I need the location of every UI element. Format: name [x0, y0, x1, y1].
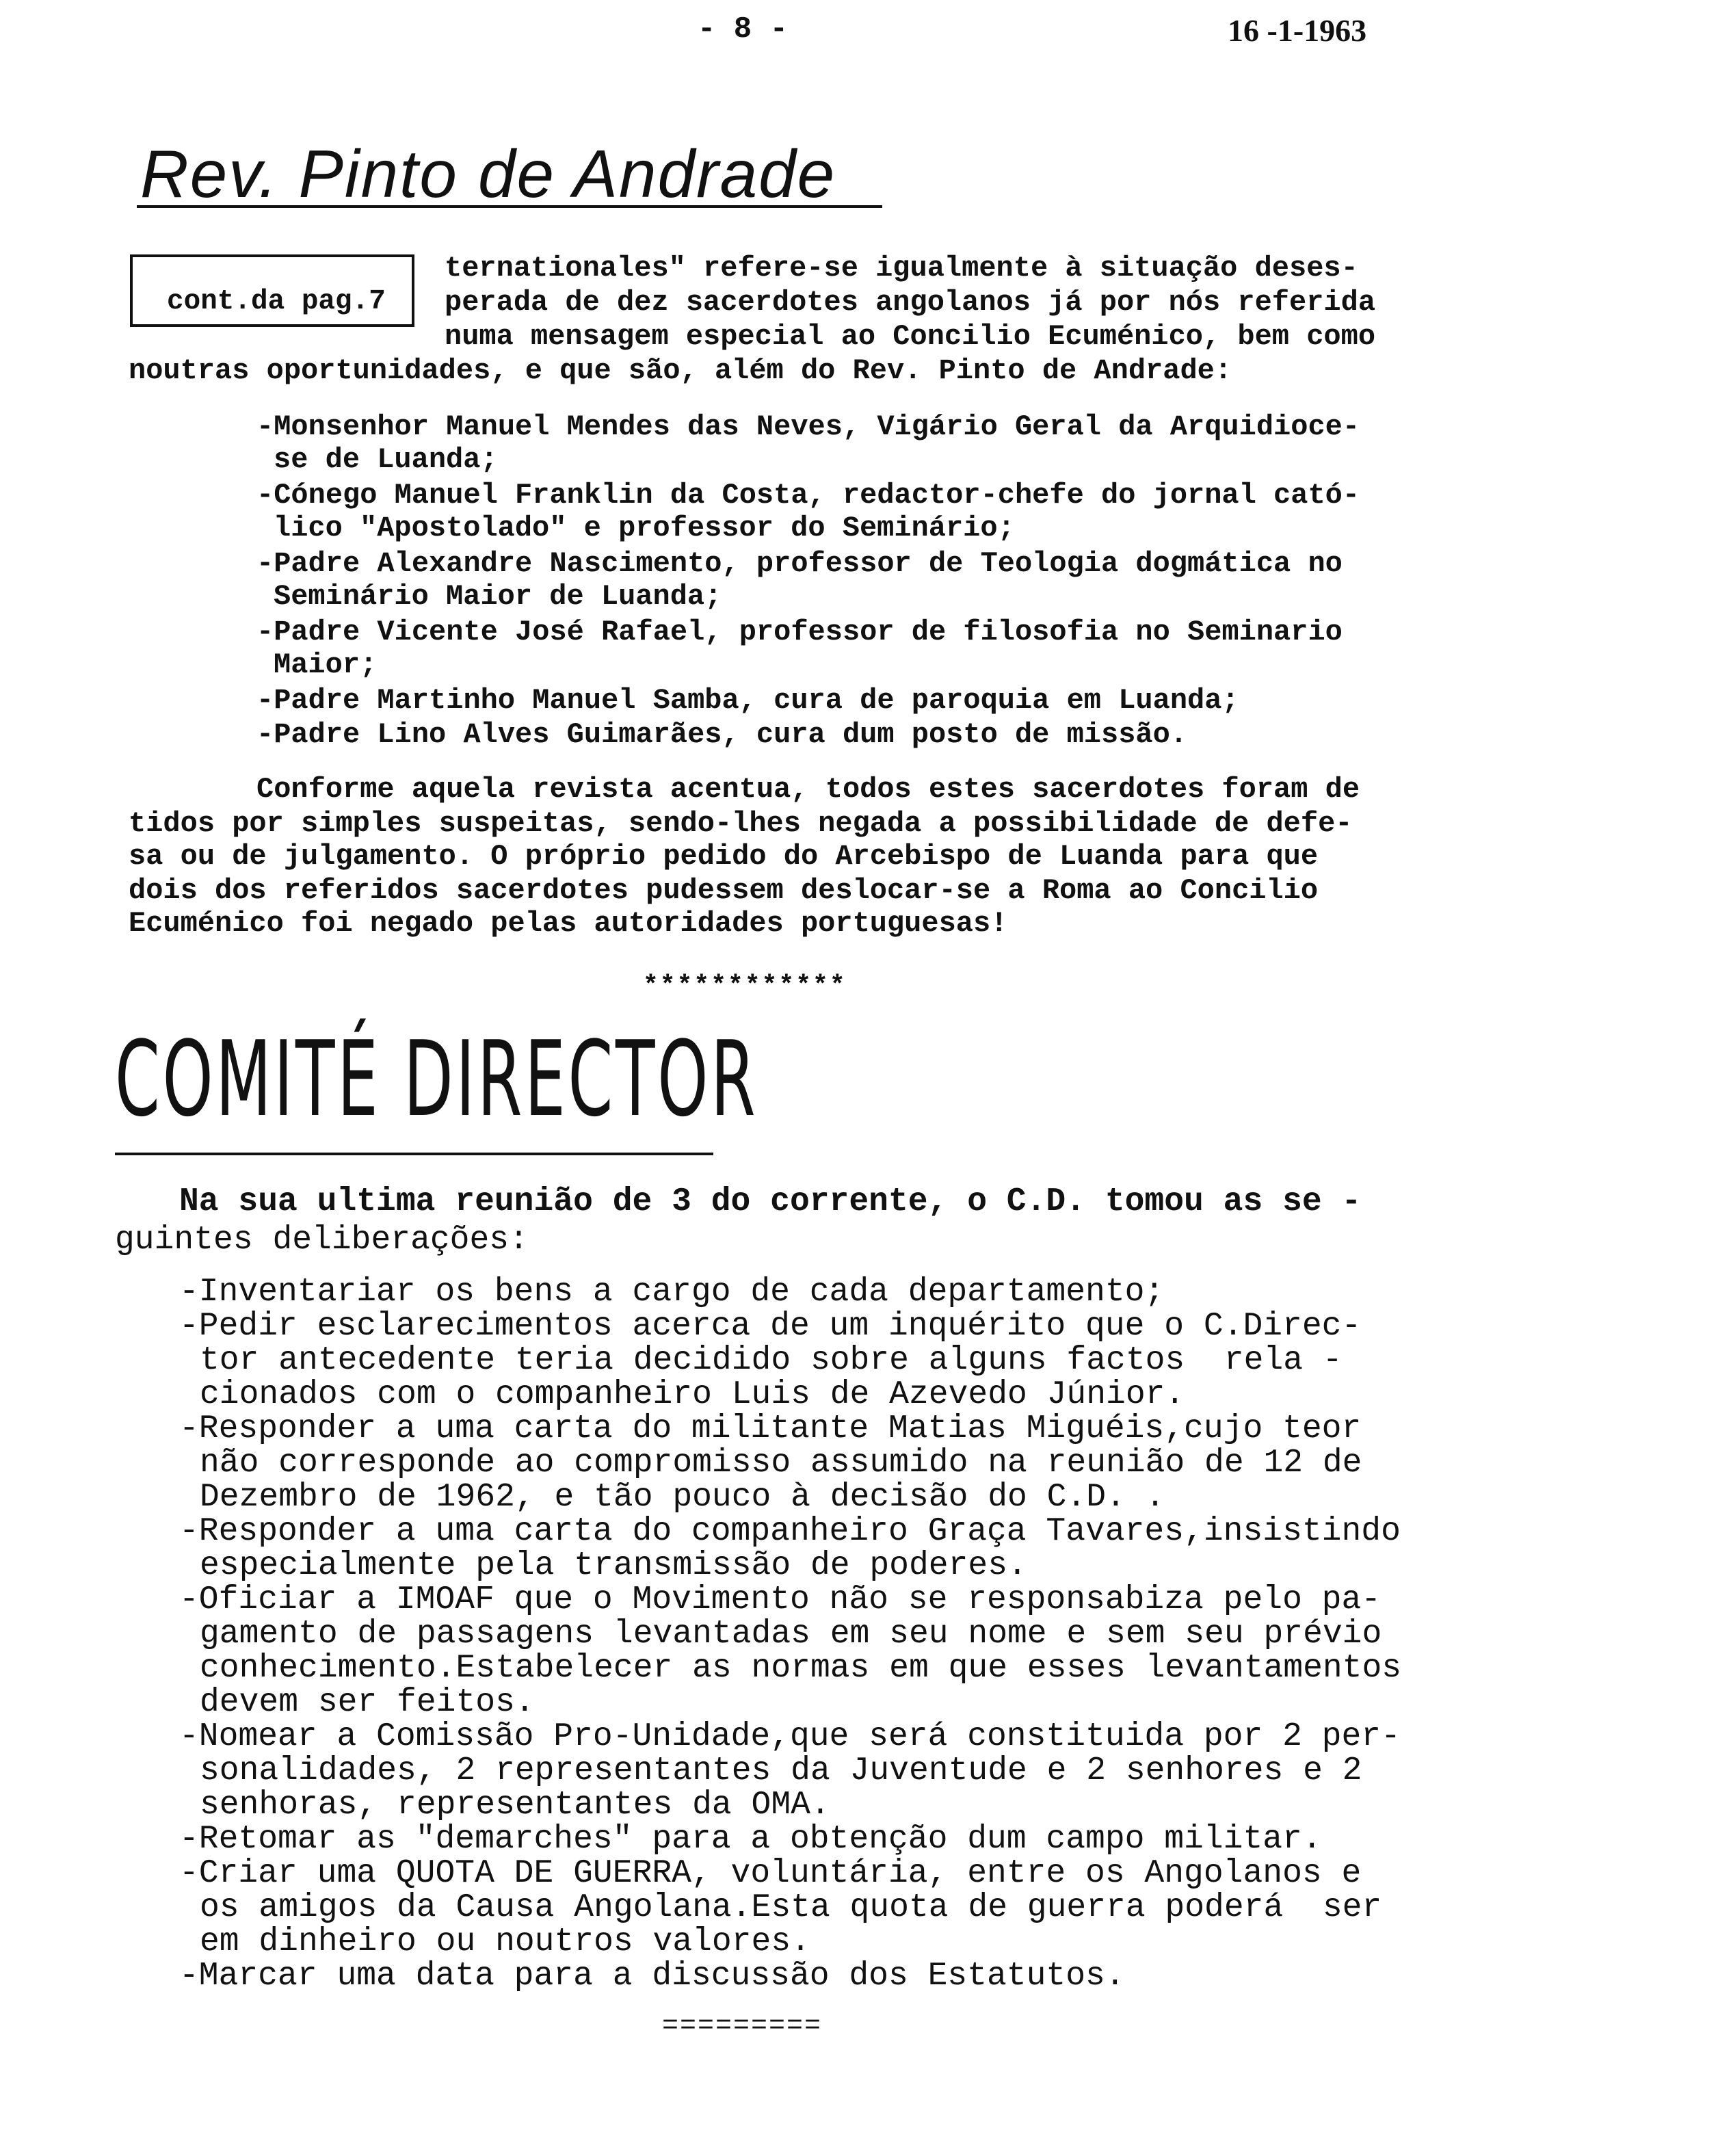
priest-item-line: -Cónego Manuel Franklin da Costa, redactor-chefe do jornal cató-: [256, 479, 1360, 512]
deliberation-item-line: Dezembro de 1962, e tão pouco à decisão do C.D. .: [200, 1479, 1165, 1516]
paragraph-line: perada de dez sacerdotes angolanos já por nós referida: [445, 286, 1376, 319]
deliberation-item-line: -Criar uma QUOTA DE GUERRA, voluntária, entre os Angolanos e: [179, 1855, 1362, 1892]
priest-item-line: -Padre Martinho Manuel Samba, cura de paroquia em Luanda;: [256, 684, 1239, 717]
paragraph-line: noutras oportunidades, e que são, além do Rev. Pinto de Andrade:: [129, 354, 1232, 387]
deliberation-item-line: em dinheiro ou noutros valores.: [200, 1923, 810, 1960]
priest-item-line: -Padre Vicente José Rafael, professor de filosofia no Seminario: [256, 616, 1343, 648]
closing-line: dois dos referidos sacerdotes pudessem deslocar-se a Roma ao Concilio: [129, 874, 1319, 907]
continued-label: cont.da pag.7: [167, 286, 386, 317]
intro-line: guintes deliberações:: [115, 1222, 529, 1259]
closing-line: Ecuménico foi negado pelas autoridades portuguesas!: [129, 907, 1008, 940]
deliberation-item-line: conhecimento.Estabelecer as normas em que esses levantamentos: [200, 1650, 1402, 1687]
deliberation-item-line: não corresponde ao compromisso assumido na reunião de 12 de: [200, 1445, 1362, 1482]
deliberation-item-line: -Oficiar a IMOAF que o Movimento não se responsabiza pelo pa-: [179, 1581, 1382, 1618]
deliberation-item-line: os amigos da Causa Angolana.Esta quota de guerra poderá ser: [200, 1889, 1382, 1926]
page-number: - 8 -: [698, 12, 789, 47]
deliberation-item-line: devem ser feitos.: [200, 1684, 535, 1721]
deliberation-item-line: gamento de passagens levantadas em seu nome e sem seu prévio: [200, 1616, 1382, 1653]
deliberation-item-line: cionados com o companheiro Luis de Azevedo Júnior.: [200, 1376, 1185, 1413]
closing-line: tidos por simples suspeitas, sendo-lhes negada a possibilidade de defe-: [129, 807, 1353, 840]
priest-item-line: -Monsenhor Manuel Mendes das Neves, Vigário Geral da Arquidioce-: [256, 410, 1360, 443]
section-title-comite-director: COMITÉ DIRECTOR: [115, 1018, 758, 1140]
page-date: 16 -1-1963: [1228, 13, 1367, 48]
deliberation-item-line: -Marcar uma data para a discussão dos Estatutos.: [179, 1958, 1125, 1995]
deliberation-item-line: -Retomar as "demarches" para a obtenção dum campo militar.: [179, 1821, 1322, 1858]
priest-item-line: Seminário Maior de Luanda;: [274, 580, 722, 613]
priest-item-line: Maior;: [274, 648, 378, 681]
deliberation-item-line: -Inventariar os bens a cargo de cada departamento;: [179, 1274, 1165, 1311]
deliberation-item-line: senhoras, representantes da OMA.: [200, 1787, 830, 1824]
paragraph-line: numa mensagem especial ao Concilio Ecuménico, bem como: [445, 320, 1376, 353]
deliberation-item-line: -Nomear a Comissão Pro-Unidade,que será constituida por 2 per-: [179, 1718, 1401, 1755]
closing-line: sa ou de julgamento. O próprio pedido do Arcebispo de Luanda para que: [129, 840, 1319, 873]
title-underline: [137, 205, 882, 208]
priest-item-line: se de Luanda;: [274, 443, 498, 476]
intro-line: Na sua ultima reunião de 3 do corrente, o C.D. tomou as se -: [179, 1183, 1362, 1220]
end-mark: =========: [662, 2011, 823, 2042]
priest-item-line: lico "Apostolado" e professor do Seminário;: [274, 512, 1015, 544]
deliberation-item-line: -Responder a uma carta do companheiro Graça Tavares,insistindo: [179, 1513, 1401, 1550]
closing-line: Conforme aquela revista acentua, todos estes sacerdotes foram de: [256, 773, 1360, 806]
paragraph-line: ternationales" refere-se igualmente à situação deses-: [445, 252, 1358, 285]
priest-item-line: -Padre Alexandre Nascimento, professor de Teologia dogmática no: [256, 547, 1343, 580]
deliberation-item-line: -Pedir esclarecimentos acerca de um inquérito que o C.Direc-: [179, 1308, 1362, 1345]
deliberation-item-line: -Responder a uma carta do militante Matias Miguéis,cujo teor: [179, 1410, 1362, 1447]
deliberation-item-line: especialmente pela transmissão de poderes.: [200, 1547, 1027, 1584]
deliberation-item-line: sonalidades, 2 representantes da Juventude e 2 senhores e 2: [200, 1752, 1362, 1789]
section-separator: ************: [643, 971, 847, 1001]
priest-item-line: -Padre Lino Alves Guimarães, cura dum posto de missão.: [256, 718, 1188, 751]
section-title-rev-pinto-de-andrade: Rev. Pinto de Andrade: [140, 136, 836, 211]
deliberation-item-line: tor antecedente teria decidido sobre alguns factos rela -: [200, 1342, 1343, 1379]
continued-from-box: [130, 254, 414, 327]
title-underline: [115, 1153, 713, 1155]
